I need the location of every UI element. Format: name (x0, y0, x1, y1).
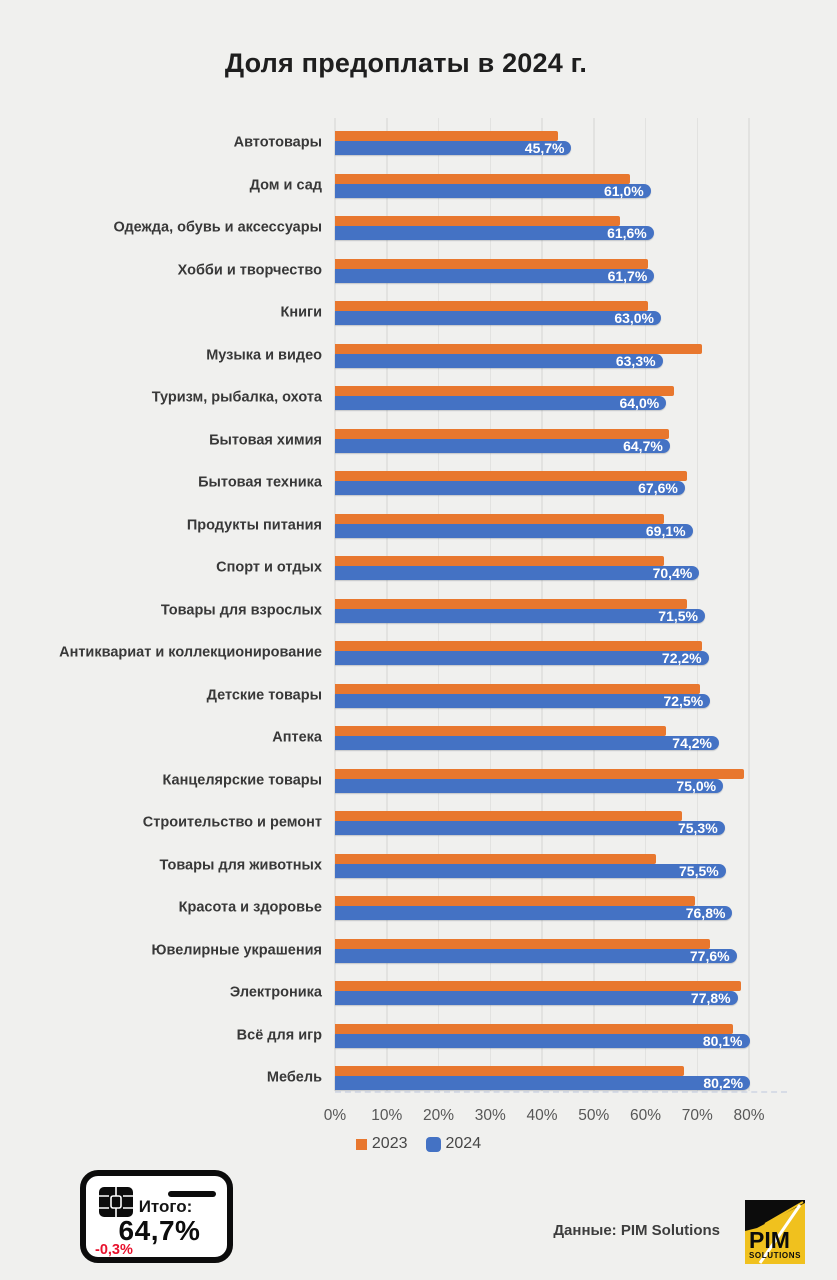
bar-value-label: 63,3% (615, 352, 656, 369)
category-label: Канцелярские товары (162, 771, 322, 788)
category-label: Ювелирные украшения (151, 941, 322, 958)
bar-group (335, 1024, 750, 1048)
x-axis-tick-label: 60% (629, 1107, 662, 1124)
category-row (0, 122, 837, 165)
bar-group (335, 344, 702, 368)
chart-title: Доля предоплаты в 2024 г. (224, 48, 588, 78)
bar-group (335, 684, 710, 708)
bar-group (335, 769, 744, 793)
bar-2023 (335, 216, 620, 226)
category-row (0, 632, 837, 675)
bar-2024 (335, 269, 654, 283)
bar-value-label: 69,1% (645, 522, 686, 539)
bar-value-label: 45,7% (524, 140, 565, 156)
bar-2023 (335, 1066, 684, 1076)
category-label: Товары для взрослых (160, 601, 322, 618)
logo-text-solutions: SOLUTIONS (749, 1251, 802, 1260)
bar-2023 (335, 514, 664, 524)
data-source-note: Данные: PIM Solutions (553, 1222, 720, 1239)
bar-value-label: 71,5% (658, 607, 698, 624)
bar-group (335, 514, 693, 538)
bar-value-label: 63,0% (614, 310, 655, 326)
category-row (0, 1014, 837, 1057)
bar-value-label: 75,5% (679, 862, 719, 879)
category-row (0, 249, 837, 292)
bar-value-label: 80,2% (703, 1075, 744, 1091)
bar-2024 (335, 949, 737, 963)
x-axis-tick-label: 40% (526, 1107, 558, 1124)
bar-value-label: 72,2% (661, 650, 702, 666)
x-axis-tick-label: 80% (733, 1107, 765, 1124)
bar-group (335, 556, 699, 580)
category-label: Спорт и отдых (216, 559, 322, 576)
bar-2024 (335, 1034, 750, 1048)
category-row (0, 887, 837, 930)
category-label: Туризм, рыбалка, охота (151, 389, 322, 406)
x-axis-tick-label: 70% (681, 1107, 713, 1124)
pim-solutions-logo (745, 1200, 805, 1264)
bar-2024 (335, 821, 725, 835)
x-axis-tick-label: 30% (474, 1107, 506, 1124)
bar-value-label: 61,0% (603, 182, 644, 199)
bar-2024 (335, 1076, 750, 1090)
category-label: Электроника (229, 984, 322, 1001)
category-row (0, 674, 837, 717)
category-row (0, 292, 837, 335)
category-label: Красота и здоровье (178, 899, 322, 916)
total-delta: -0,3% (95, 1242, 133, 1258)
bar-value-label: 64,7% (623, 437, 663, 454)
bar-group (335, 216, 654, 240)
category-label: Товары для животных (159, 856, 322, 873)
total-label: Итого: (138, 1197, 193, 1216)
category-row (0, 164, 837, 207)
total-summary-card (80, 1170, 233, 1263)
bar-value-label: 64,0% (619, 395, 660, 411)
category-label: Бытовая химия (209, 431, 322, 448)
bar-2023 (335, 641, 702, 651)
category-row (0, 504, 837, 547)
legend-item-2023 (356, 1135, 408, 1153)
bar-value-label: 75,3% (677, 820, 718, 836)
category-row (0, 844, 837, 887)
category-row (0, 547, 837, 590)
category-label: Всё для игр (236, 1026, 322, 1043)
category-row (0, 929, 837, 972)
bar-2024 (335, 226, 654, 240)
legend-label-2024: 2024 (445, 1135, 482, 1152)
chart-legend (0, 1135, 837, 1153)
category-label: Строительство и ремонт (142, 814, 322, 831)
bar-2024 (335, 651, 709, 665)
category-label: Автотовары (233, 134, 322, 151)
bar-value-label: 75,0% (676, 777, 717, 794)
legend-item-2024 (426, 1135, 482, 1153)
category-label: Дом и сад (249, 176, 322, 193)
category-label: Антиквариат и коллекционирование (59, 644, 322, 661)
category-row (0, 377, 837, 420)
bar-value-label: 70,4% (652, 565, 693, 581)
category-row (0, 1057, 837, 1100)
bar-2024 (335, 141, 571, 155)
bar-2024 (335, 566, 699, 580)
total-value: 64,7% (118, 1215, 201, 1246)
bar-group (335, 1066, 750, 1090)
legend-swatch-2023 (356, 1139, 367, 1150)
category-label: Бытовая техника (198, 474, 322, 491)
bar-2023 (335, 429, 669, 439)
bar-group (335, 896, 732, 920)
bar-group (335, 726, 719, 750)
bar-value-label: 61,7% (607, 267, 648, 284)
bar-2023 (335, 896, 695, 906)
bar-2023 (335, 1024, 733, 1034)
category-row (0, 717, 837, 760)
category-row (0, 334, 837, 377)
bar-2024 (335, 779, 723, 793)
category-row (0, 759, 837, 802)
bar-group (335, 811, 725, 835)
category-row (0, 589, 837, 632)
x-axis-tick-label: 0% (323, 1107, 347, 1124)
bar-2023 (335, 939, 710, 949)
bar-2024 (335, 396, 666, 410)
bar-2023 (335, 471, 687, 481)
bar-2024 (335, 609, 705, 623)
category-label: Музыка и видео (206, 346, 322, 363)
bar-value-label: 61,6% (607, 225, 647, 241)
bar-group (335, 386, 674, 410)
category-label: Продукты питания (186, 516, 322, 533)
bar-group (335, 174, 651, 198)
bar-2024 (335, 694, 710, 708)
bar-2024 (335, 864, 726, 878)
legend-swatch-2024 (426, 1137, 441, 1152)
category-label: Детские товары (206, 686, 322, 703)
bar-2023 (335, 726, 666, 736)
bar-2024 (335, 184, 651, 198)
bar-group (335, 981, 741, 1005)
bar-value-label: 67,6% (638, 480, 678, 496)
bar-value-label: 80,1% (702, 1032, 743, 1049)
bar-group (335, 854, 726, 878)
bar-2024 (335, 481, 685, 495)
legend-label-2023: 2023 (371, 1135, 408, 1152)
bar-value-label: 72,5% (663, 692, 704, 709)
bar-2023 (335, 684, 700, 694)
category-label: Книги (280, 304, 322, 321)
logo-text-pim: PIM (749, 1227, 790, 1253)
bar-group (335, 641, 709, 665)
bar-2024 (335, 439, 670, 453)
bar-2023 (335, 301, 648, 311)
category-row (0, 802, 837, 845)
bar-group (335, 259, 654, 283)
x-axis-tick-label: 20% (422, 1107, 455, 1124)
category-label: Хобби и творчество (177, 261, 322, 278)
bar-2024 (335, 991, 738, 1005)
bar-group (335, 429, 670, 453)
bar-group (335, 939, 737, 963)
bar-value-label: 74,2% (672, 735, 712, 751)
bar-2024 (335, 354, 663, 368)
category-label: Одежда, обувь и аксессуары (113, 219, 322, 236)
bar-2024 (335, 311, 661, 325)
bar-2023 (335, 854, 656, 864)
bar-2023 (335, 259, 648, 269)
x-axis-tick-label: 50% (578, 1107, 610, 1124)
bar-2024 (335, 524, 693, 538)
bar-value-label: 77,8% (690, 990, 731, 1006)
bar-2023 (335, 556, 664, 566)
category-label: Мебель (266, 1069, 322, 1086)
category-label: Аптека (272, 729, 322, 746)
category-row (0, 462, 837, 505)
bar-group (335, 471, 687, 495)
bar-value-label: 76,8% (685, 905, 726, 921)
bar-group (335, 131, 571, 155)
category-row (0, 207, 837, 250)
category-row (0, 419, 837, 462)
bar-group (335, 599, 705, 623)
x-axis-tick-label: 10% (371, 1107, 403, 1124)
bar-2024 (335, 736, 719, 750)
bar-2023 (335, 811, 682, 821)
bar-2024 (335, 906, 732, 920)
category-row (0, 972, 837, 1015)
bar-group (335, 301, 661, 325)
bar-2023 (335, 174, 630, 184)
bar-value-label: 77,6% (689, 947, 730, 964)
bar-2023 (335, 599, 687, 609)
bar-2023 (335, 981, 741, 991)
